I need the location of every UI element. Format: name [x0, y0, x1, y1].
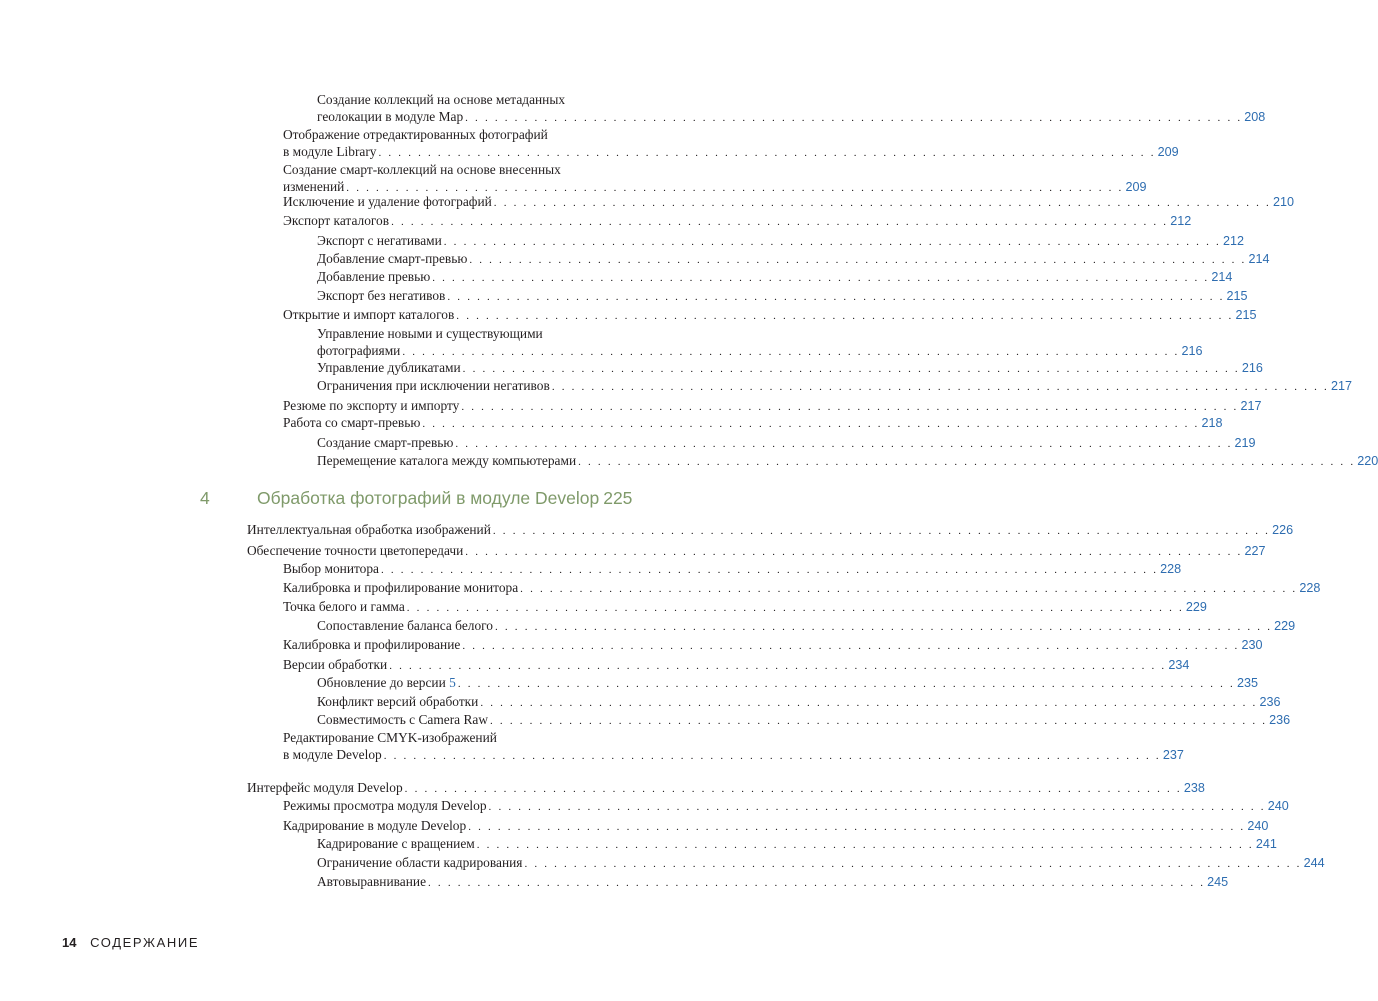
- toc-entry[interactable]: [317, 287, 1248, 306]
- toc-entry[interactable]: [317, 91, 1266, 127]
- toc-entry-title: Ограничение области кадрирования: [317, 855, 523, 870]
- toc-leader-dots: . . . . . . . . . . . . . . . . . . . . . . . . . . . . . . . . . . . . . . . . . . . . . . . . . . . . . . . . . . . . . . . . . . . . . . . . . . . . . . .: [461, 401, 1239, 413]
- toc-entry[interactable]: [283, 579, 1321, 598]
- toc-page-number: 214: [1248, 252, 1270, 266]
- toc-page-number: 236: [1269, 713, 1291, 727]
- toc-leader-dots: . . . . . . . . . . . . . . . . . . . . . . . . . . . . . . . . . . . . . . . . . . . . . . . . . . . . . . . . . . . . . . . . . . . . . . . . . . . . . . .: [346, 182, 1124, 194]
- toc-entry[interactable]: [283, 126, 1179, 162]
- toc-entry[interactable]: [283, 636, 1263, 655]
- toc-page-number: 229: [1274, 619, 1296, 633]
- toc-leader-dots: . . . . . . . . . . . . . . . . . . . . . . . . . . . . . . . . . . . . . . . . . . . . . . . . . . . . . . . . . . . . . . . . . . . . . . . . . . . . . . .: [383, 750, 1161, 762]
- toc-page-number: 214: [1211, 270, 1233, 284]
- toc-page-number: 209: [1157, 145, 1179, 159]
- toc-leader-dots: . . . . . . . . . . . . . . . . . . . . . . . . . . . . . . . . . . . . . . . . . . . . . . . . . . . . . . . . . . . . . . . . . . . . . . . . . . . . . . .: [476, 839, 1254, 851]
- toc-entry-title: Открытие и импорт каталогов: [283, 307, 455, 322]
- toc-entry-title: Калибровка и профилирование монитора: [283, 580, 519, 595]
- toc-entry[interactable]: [247, 542, 1266, 561]
- page-footer: [62, 935, 199, 950]
- toc-page-number: 212: [1222, 234, 1244, 248]
- toc-entry[interactable]: [283, 817, 1269, 836]
- toc-entry-title: Управление дубликатами: [317, 360, 461, 375]
- toc-entry-title: Калибровка и профилирование: [283, 637, 461, 652]
- toc-page-number: 236: [1259, 695, 1281, 709]
- toc-page-number: 218: [1201, 416, 1223, 430]
- toc-leader-dots: . . . . . . . . . . . . . . . . . . . . . . . . . . . . . . . . . . . . . . . . . . . . . . . . . . . . . . . . . . . . . . . . . . . . . . . . . . . . . . .: [488, 801, 1266, 813]
- chapter-heading[interactable]: [190, 488, 631, 509]
- toc-entry[interactable]: [247, 521, 1294, 540]
- toc-entry-title: Версии обработки: [283, 657, 388, 672]
- toc-leader-dots: . . . . . . . . . . . . . . . . . . . . . . . . . . . . . . . . . . . . . . . . . . . . . . . . . . . . . . . . . . . . . . . . . . . . . . . . . . . . . . .: [469, 254, 1247, 266]
- toc-entry[interactable]: [283, 560, 1182, 579]
- toc-entry-title: фотографиями: [317, 343, 401, 358]
- toc-page-number: 245: [1207, 875, 1229, 889]
- toc-page-number: 209: [1125, 180, 1147, 194]
- toc-page-number: 237: [1162, 748, 1184, 762]
- toc-leader-dots: . . . . . . . . . . . . . . . . . . . . . . . . . . . . . . . . . . . . . . . . . . . . . . . . . . . . . . . . . . . . . . . . . . . . . . . . . . . . . . .: [432, 272, 1210, 284]
- toc-leader-dots: . . . . . . . . . . . . . . . . . . . . . . . . . . . . . . . . . . . . . . . . . . . . . . . . . . . . . . . . . . . . . . . . . . . . . . . . . . . . . . .: [578, 456, 1356, 468]
- toc-entry-title: Экспорт без негативов: [317, 288, 446, 303]
- toc-entry[interactable]: [317, 617, 1296, 636]
- toc-leader-dots: . . . . . . . . . . . . . . . . . . . . . . . . . . . . . . . . . . . . . . . . . . . . . . . . . . . . . . . . . . . . . . . . . . . . . . . . . . . . . . .: [455, 438, 1233, 450]
- toc-entry[interactable]: [283, 598, 1207, 617]
- toc-page-number: 215: [1226, 289, 1248, 303]
- toc-page-number: 217: [1240, 399, 1262, 413]
- toc-entry-title: Сопоставление баланса белого: [317, 618, 493, 633]
- toc-entry-title: Исключение и удаление фотографий: [283, 194, 492, 209]
- toc-entry-title: в модуле Develop: [283, 747, 382, 762]
- toc-entry[interactable]: [317, 232, 1244, 251]
- toc-leader-dots: . . . . . . . . . . . . . . . . . . . . . . . . . . . . . . . . . . . . . . . . . . . . . . . . . . . . . . . . . . . . . . . . . . . . . . . . . . . . . . .: [422, 418, 1200, 430]
- toc-page-number: 216: [1241, 361, 1263, 375]
- toc-entry-title: Точка белого и гамма: [283, 599, 405, 614]
- toc-page-number: 238: [1183, 781, 1205, 795]
- toc-entry-title: Кадрирование с вращением: [317, 836, 475, 851]
- toc-page-number: 217: [1330, 379, 1352, 393]
- toc-leader-dots: . . . . . . . . . . . . . . . . . . . . . . . . . . . . . . . . . . . . . . . . . . . . . . . . . . . . . . . . . . . . . . . . . . . . . . . . . . . . . . .: [520, 583, 1298, 595]
- toc-leader-dots: . . . . . . . . . . . . . . . . . . . . . . . . . . . . . . . . . . . . . . . . . . . . . . . . . . . . . . . . . . . . . . . . . . . . . . . . . . . . . . .: [465, 546, 1243, 558]
- toc-page-number: 220: [1357, 454, 1378, 468]
- toc-entry-title: Экспорт каталогов: [283, 213, 390, 228]
- toc-entry[interactable]: [317, 693, 1281, 712]
- toc-leader-dots: . . . . . . . . . . . . . . . . . . . . . . . . . . . . . . . . . . . . . . . . . . . . . . . . . . . . . . . . . . . . . . . . . . . . . . . . . . . . . . .: [524, 858, 1302, 870]
- toc-leader-dots: . . . . . . . . . . . . . . . . . . . . . . . . . . . . . . . . . . . . . . . . . . . . . . . . . . . . . . . . . . . . . . . . . . . . . . . . . . . . . . .: [462, 363, 1240, 375]
- toc-page-number: 210: [1272, 195, 1294, 209]
- toc-leader-dots: . . . . . . . . . . . . . . . . . . . . . . . . . . . . . . . . . . . . . . . . . . . . . . . . . . . . . . . . . . . . . . . . . . . . . . . . . . . . . . .: [468, 821, 1246, 833]
- toc-leader-dots: . . . . . . . . . . . . . . . . . . . . . . . . . . . . . . . . . . . . . . . . . . . . . . . . . . . . . . . . . . . . . . . . . . . . . . . . . . . . . . .: [428, 877, 1206, 889]
- toc-entry[interactable]: [283, 161, 1147, 197]
- toc-entry[interactable]: [317, 854, 1325, 873]
- toc-entry-title: Интерфейс модуля Develop: [247, 780, 403, 795]
- toc-leader-dots: . . . . . . . . . . . . . . . . . . . . . . . . . . . . . . . . . . . . . . . . . . . . . . . . . . . . . . . . . . . . . . . . . . . . . . . . . . . . . . .: [381, 564, 1159, 576]
- toc-entry-title: Создание смарт-превью: [317, 435, 454, 450]
- toc-entry[interactable]: [317, 452, 1378, 471]
- toc-leader-dots: . . . . . . . . . . . . . . . . . . . . . . . . . . . . . . . . . . . . . . . . . . . . . . . . . . . . . . . . . . . . . . . . . . . . . . . . . . . . . . .: [378, 147, 1156, 159]
- toc-entry[interactable]: [317, 434, 1256, 453]
- toc-page-number: 240: [1247, 819, 1269, 833]
- toc-entry[interactable]: [317, 835, 1277, 854]
- toc-leader-dots: . . . . . . . . . . . . . . . . . . . . . . . . . . . . . . . . . . . . . . . . . . . . . . . . . . . . . . . . . . . . . . . . . . . . . . . . . . . . . . .: [404, 783, 1182, 795]
- toc-entry[interactable]: [247, 779, 1205, 798]
- toc-leader-dots: . . . . . . . . . . . . . . . . . . . . . . . . . . . . . . . . . . . . . . . . . . . . . . . . . . . . . . . . . . . . . . . . . . . . . . . . . . . . . . .: [551, 381, 1329, 393]
- toc-leader-dots: . . . . . . . . . . . . . . . . . . . . . . . . . . . . . . . . . . . . . . . . . . . . . . . . . . . . . . . . . . . . . . . . . . . . . . . . . . . . . . .: [391, 216, 1169, 228]
- toc-entry-title-line1: Редактирование CMYK-изображений: [283, 730, 497, 745]
- toc-entry-title: в модуле Library: [283, 144, 377, 159]
- toc-entry-title: Совместимость с Camera Raw: [317, 712, 489, 727]
- toc-entry-title: Ограничения при исключении негативов: [317, 378, 550, 393]
- toc-page-number: 244: [1303, 856, 1325, 870]
- toc-entry-title: Конфликт версий обработки: [317, 694, 479, 709]
- toc-entry[interactable]: [317, 711, 1291, 730]
- toc-entry[interactable]: [317, 250, 1270, 269]
- toc-entry[interactable]: [317, 325, 1203, 361]
- toc-page-number: 212: [1170, 214, 1192, 228]
- toc-leader-dots: . . . . . . . . . . . . . . . . . . . . . . . . . . . . . . . . . . . . . . . . . . . . . . . . . . . . . . . . . . . . . . . . . . . . . . . . . . . . . . .: [457, 678, 1235, 690]
- toc-page-number: 240: [1267, 799, 1289, 813]
- toc-entry[interactable]: [283, 797, 1289, 816]
- toc-leader-dots: . . . . . . . . . . . . . . . . . . . . . . . . . . . . . . . . . . . . . . . . . . . . . . . . . . . . . . . . . . . . . . . . . . . . . . . . . . . . . . .: [462, 640, 1240, 652]
- toc-entry-title: Кадрирование в модуле Develop: [283, 818, 467, 833]
- toc-entry-title-suffix: 5: [449, 675, 456, 690]
- toc-entry-title: Выбор монитора: [283, 561, 379, 576]
- toc-entry-title: изменений: [283, 179, 345, 194]
- toc-leader-dots: . . . . . . . . . . . . . . . . . . . . . . . . . . . . . . . . . . . . . . . . . . . . . . . . . . . . . . . . . . . . . . . . . . . . . . . . . . . . . . .: [406, 602, 1184, 614]
- toc-entry-title-line1: Создание коллекций на основе метаданных: [317, 92, 566, 107]
- toc-entry-title: Добавление смарт-превью: [317, 251, 468, 266]
- toc-leader-dots: . . . . . . . . . . . . . . . . . . . . . . . . . . . . . . . . . . . . . . . . . . . . . . . . . . . . . . . . . . . . . . . . . . . . . . . . . . . . . . .: [492, 525, 1271, 537]
- toc-entry-title-line1: Создание смарт-коллекций на основе внесенных: [283, 162, 561, 177]
- toc-leader-dots: . . . . . . . . . . . . . . . . . . . . . . . . . . . . . . . . . . . . . . . . . . . . . . . . . . . . . . . . . . . . . . . . . . . . . . . . . . . . . . .: [456, 310, 1234, 322]
- footer-page-number: 14: [62, 935, 77, 950]
- toc-entry[interactable]: [283, 656, 1190, 675]
- toc-entry-title: Интеллектуальная обработка изображений: [247, 522, 491, 537]
- toc-entry[interactable]: [283, 306, 1257, 325]
- toc-entry[interactable]: [317, 359, 1263, 378]
- toc-page-number: 229: [1185, 600, 1207, 614]
- toc-leader-dots: . . . . . . . . . . . . . . . . . . . . . . . . . . . . . . . . . . . . . . . . . . . . . . . . . . . . . . . . . . . . . . . . . . . . . . . . . . . . . . .: [480, 697, 1258, 709]
- toc-page-number: 208: [1244, 110, 1266, 124]
- toc-leader-dots: . . . . . . . . . . . . . . . . . . . . . . . . . . . . . . . . . . . . . . . . . . . . . . . . . . . . . . . . . . . . . . . . . . . . . . . . . . . . . . .: [443, 236, 1221, 248]
- toc-entry[interactable]: [317, 377, 1352, 396]
- toc-entry-title-line1: Управление новыми и существующими: [317, 326, 543, 341]
- toc-entry[interactable]: [283, 729, 1184, 765]
- toc-page-number: 228: [1160, 562, 1182, 576]
- toc-entry-title: Обеспечение точности цветопередачи: [247, 543, 464, 558]
- toc-leader-dots: . . . . . . . . . . . . . . . . . . . . . . . . . . . . . . . . . . . . . . . . . . . . . . . . . . . . . . . . . . . . . . . . . . . . . . . . . . . . . . .: [495, 621, 1273, 633]
- toc-page-number: 228: [1299, 581, 1321, 595]
- toc-entry-title: геолокации в модуле Map: [317, 109, 464, 124]
- toc-entry-title: Добавление превью: [317, 269, 431, 284]
- toc-page-number: 235: [1236, 676, 1258, 690]
- toc-entry-title: Режимы просмотра модуля Develop: [283, 798, 487, 813]
- toc-entry-title: Автовыравнивание: [317, 874, 427, 889]
- toc-entry-title: Перемещение каталога между компьютерами: [317, 453, 577, 468]
- toc-entry-title-line1: Отображение отредактированных фотографий: [283, 127, 548, 142]
- toc-entry[interactable]: [317, 873, 1229, 892]
- toc-entry-title: Резюме по экспорту и импорту: [283, 398, 460, 413]
- toc-page-number: 215: [1235, 308, 1257, 322]
- toc-page-number: 227: [1244, 544, 1266, 558]
- chapter-number: 4: [200, 488, 210, 508]
- chapter-title: Обработка фотографий в модуле Develop: [257, 488, 600, 508]
- toc-entry-title: Обновление до версии: [317, 675, 446, 690]
- toc-page-number: 226: [1272, 523, 1294, 537]
- toc-leader-dots: . . . . . . . . . . . . . . . . . . . . . . . . . . . . . . . . . . . . . . . . . . . . . . . . . . . . . . . . . . . . . . . . . . . . . . . . . . . . . . .: [447, 291, 1225, 303]
- toc-page-number: 230: [1241, 638, 1263, 652]
- toc-page-number: 219: [1234, 436, 1256, 450]
- chapter-page-number: 225: [603, 488, 633, 508]
- toc-leader-dots: . . . . . . . . . . . . . . . . . . . . . . . . . . . . . . . . . . . . . . . . . . . . . . . . . . . . . . . . . . . . . . . . . . . . . . . . . . . . . . .: [402, 346, 1180, 358]
- toc-entry[interactable]: [283, 212, 1192, 231]
- toc-page-number: 216: [1181, 344, 1203, 358]
- toc-entry[interactable]: [283, 414, 1223, 433]
- toc-page-number: 241: [1255, 837, 1277, 851]
- toc-entry[interactable]: [317, 674, 1258, 693]
- toc-leader-dots: . . . . . . . . . . . . . . . . . . . . . . . . . . . . . . . . . . . . . . . . . . . . . . . . . . . . . . . . . . . . . . . . . . . . . . . . . . . . . . .: [465, 112, 1243, 124]
- toc-entry-title: Экспорт с негативами: [317, 233, 442, 248]
- toc-entry[interactable]: [283, 193, 1294, 212]
- toc-page-number: 234: [1168, 658, 1190, 672]
- toc-entry-title: Работа со смарт-превью: [283, 415, 421, 430]
- toc-leader-dots: . . . . . . . . . . . . . . . . . . . . . . . . . . . . . . . . . . . . . . . . . . . . . . . . . . . . . . . . . . . . . . . . . . . . . . . . . . . . . . .: [389, 660, 1167, 672]
- toc-leader-dots: . . . . . . . . . . . . . . . . . . . . . . . . . . . . . . . . . . . . . . . . . . . . . . . . . . . . . . . . . . . . . . . . . . . . . . . . . . . . . . .: [493, 197, 1271, 209]
- toc-leader-dots: . . . . . . . . . . . . . . . . . . . . . . . . . . . . . . . . . . . . . . . . . . . . . . . . . . . . . . . . . . . . . . . . . . . . . . . . . . . . . . .: [490, 715, 1268, 727]
- toc-entry[interactable]: [317, 268, 1233, 287]
- footer-section-title: СОДЕРЖАНИЕ: [90, 935, 200, 950]
